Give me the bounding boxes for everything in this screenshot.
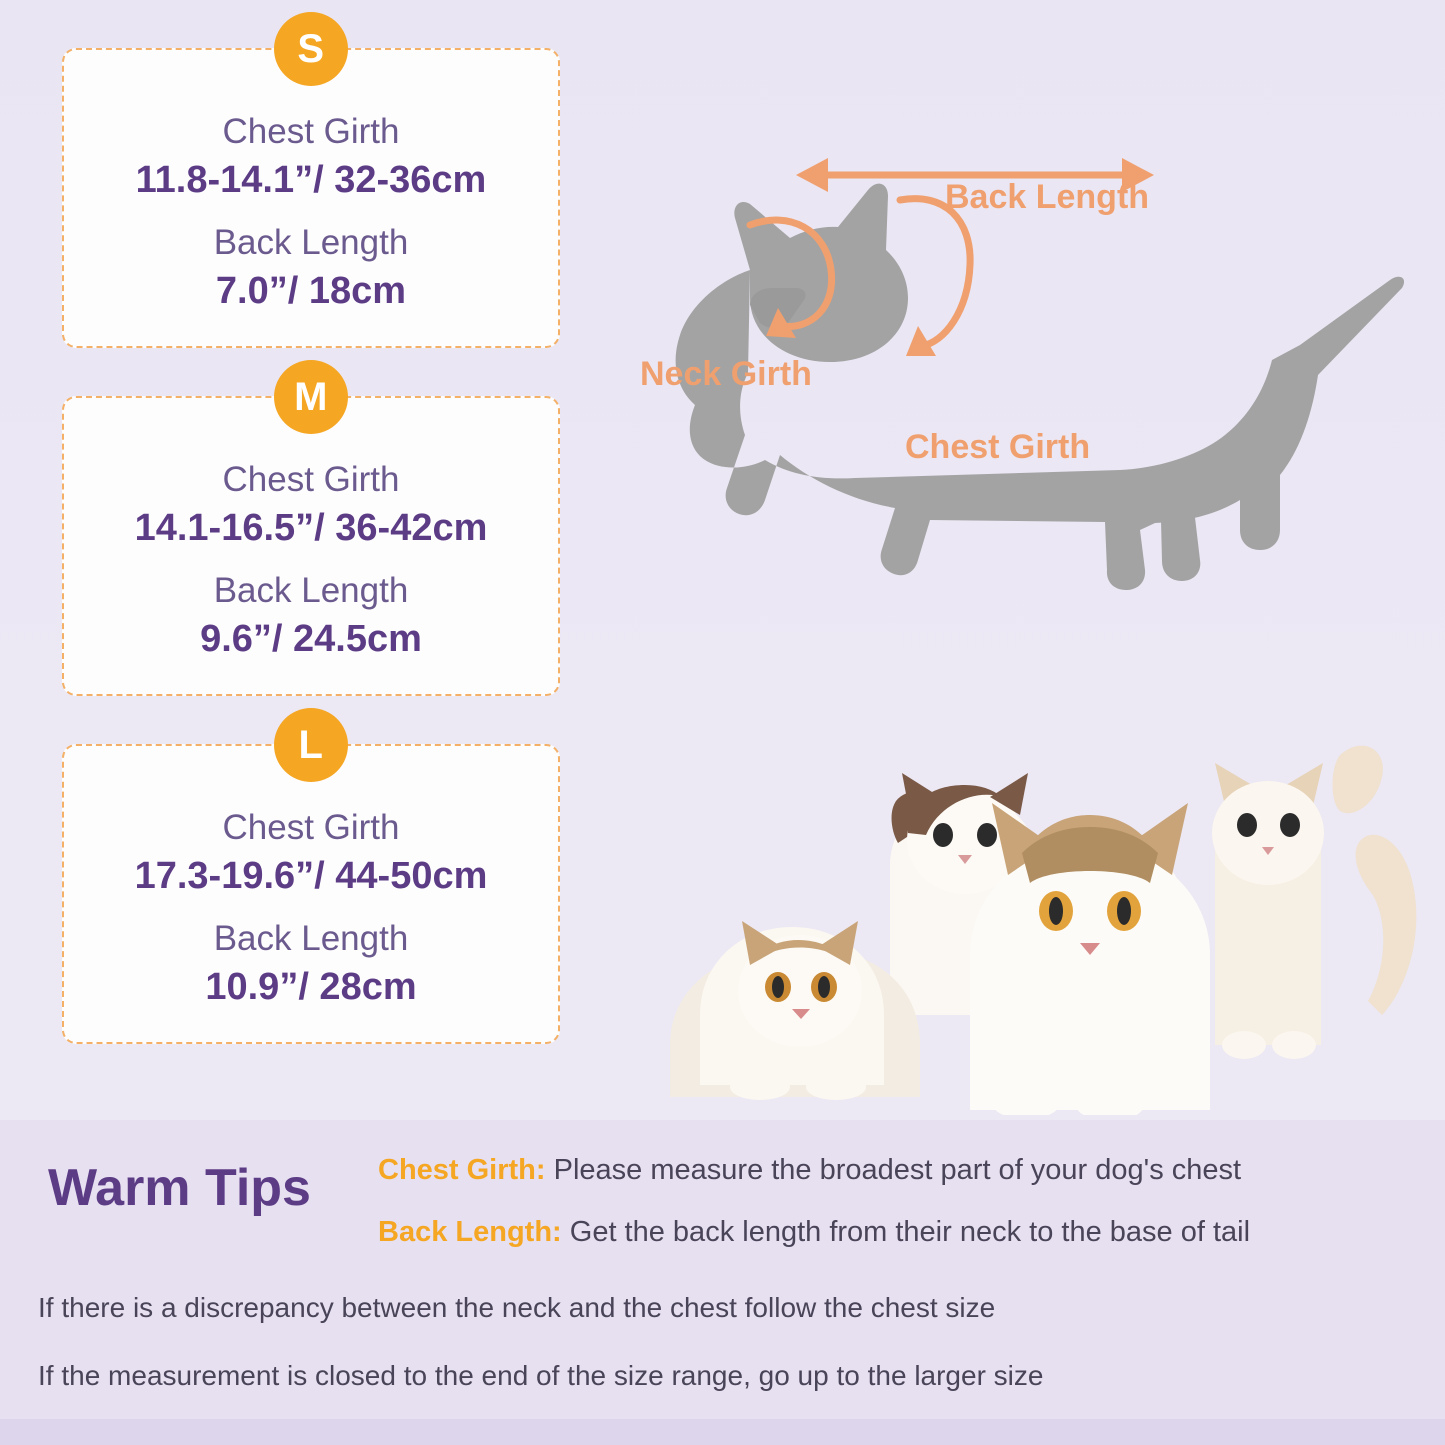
cat-measurement-diagram [600, 130, 1420, 630]
tip-back-key: Back Length [378, 1216, 553, 1248]
size-badge-l: L [274, 708, 348, 782]
diagram-chest-girth-label: Chest Girth [905, 428, 1091, 466]
size-card-small [62, 27, 560, 348]
size-card-content [64, 398, 558, 665]
tip-chest-colon: : [535, 1154, 546, 1186]
size-card-content [64, 746, 558, 1013]
tip-note-discrepancy: If there is a discrepancy between the neck and the chest follow the chest size [38, 1292, 996, 1323]
bottom-strip [0, 1419, 1445, 1445]
size-badge-s: S [274, 12, 348, 86]
chest-girth-label: Chest Girth [222, 808, 400, 847]
chest-girth-label: Chest Girth [222, 112, 400, 151]
warm-tips-title: Warm Tips [48, 1159, 311, 1217]
tip-chest-key: Chest Girth [378, 1154, 536, 1186]
chest-girth-value: 11.8-14.1”/ 32-36cm [135, 159, 487, 202]
warm-tips-panel [0, 1120, 1445, 1445]
back-length-label: Back Length [213, 918, 409, 958]
diagram-back-length-label: Back Length [945, 178, 1150, 216]
back-length-label: Back Length [213, 222, 409, 262]
tip-back-text: Get the back length from their neck to the base of tail [561, 1216, 1251, 1248]
back-length-value: 7.0”/ 18cm [215, 269, 407, 312]
back-length-label: Back Length [213, 570, 409, 610]
chest-girth-value: 17.3-19.6”/ 44-50cm [134, 855, 488, 898]
cats-photo [640, 715, 1430, 1115]
size-card-content [64, 50, 558, 317]
tip-back-colon: : [552, 1216, 562, 1248]
tip-note-range: If the measurement is closed to the end of the size range, go up to the larger size [38, 1360, 1044, 1391]
size-card-list [62, 27, 562, 1092]
size-badge-m: M [274, 360, 348, 434]
size-card-large [62, 723, 560, 1044]
chest-girth-label: Chest Girth [222, 460, 400, 499]
back-length-value: 10.9”/ 28cm [205, 965, 417, 1008]
tip-back-length [378, 1216, 1250, 1249]
chest-girth-value: 14.1-16.5”/ 36-42cm [134, 507, 488, 550]
size-card-medium [62, 375, 560, 696]
tip-chest-girth [378, 1154, 1241, 1187]
diagram-neck-girth-label: Neck Girth [640, 355, 812, 393]
cats-illustration-icon [640, 715, 1430, 1115]
back-length-value: 9.6”/ 24.5cm [200, 617, 422, 660]
tip-chest-text: Please measure the broadest part of your dog's chest [545, 1154, 1242, 1186]
